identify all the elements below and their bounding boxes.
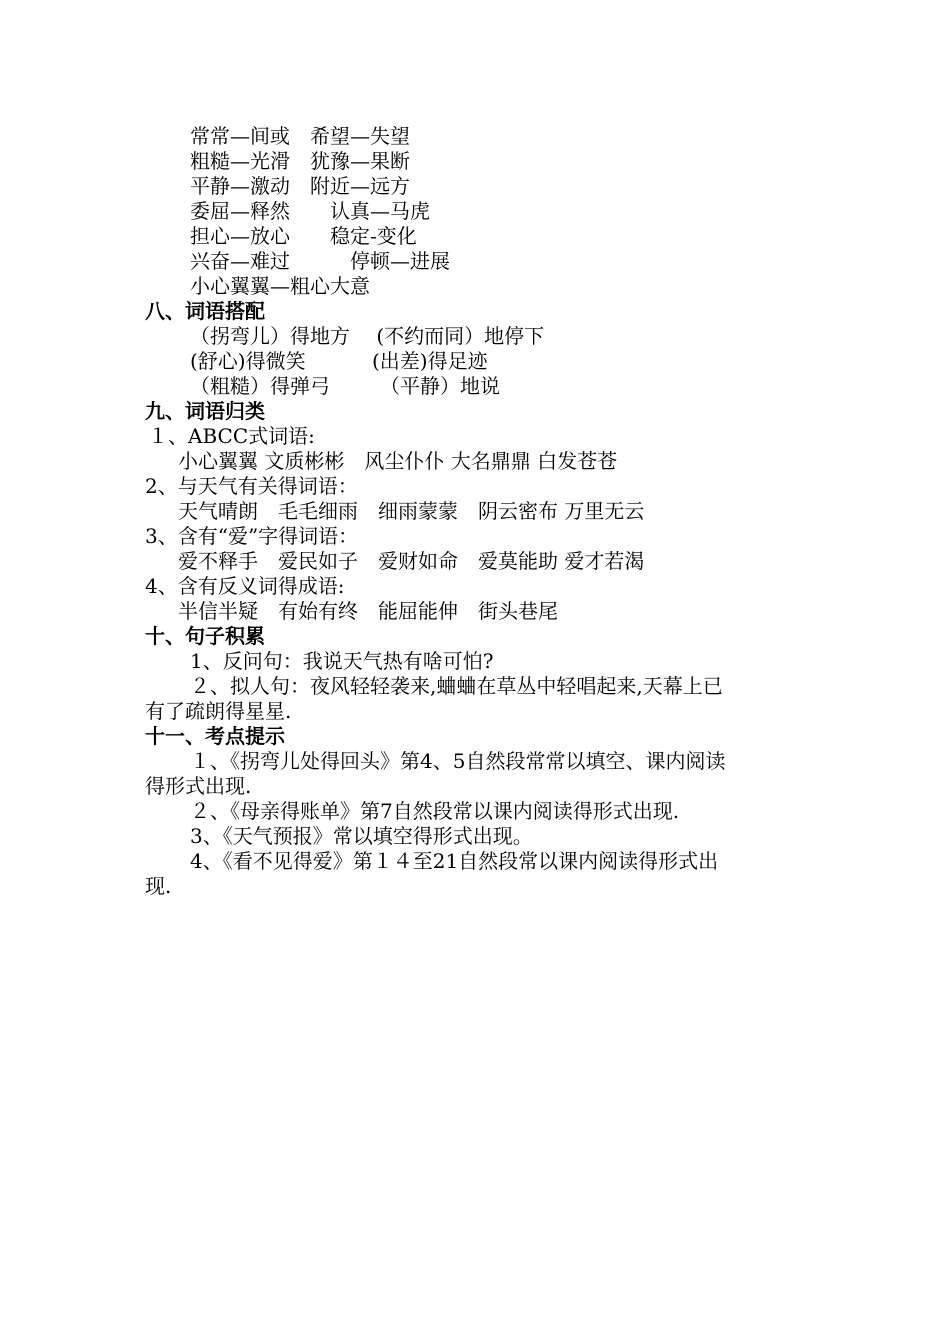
antonym-line-5: 担心—放心 稳定-变化: [190, 224, 417, 248]
tip-3: 3、《天气预报》常以填空得形式出现。: [190, 824, 533, 848]
collocation-line-2: (舒心)得微笑 (出差)得足迹: [190, 349, 488, 373]
collocation-line-1: （拐弯儿）得地方 (不约而同）地停下: [190, 324, 545, 348]
tip-4-cont: 现.: [145, 874, 172, 898]
section-9-heading: 九、词语归类: [145, 399, 265, 423]
personification-line: ２、拟人句：夜风轻轻袭来,蛐蛐在草丛中轻唱起来,天幕上已: [190, 674, 723, 698]
group-2-items: 天气晴朗 毛毛细雨 细雨蒙蒙 阴云密布 万里无云: [178, 499, 645, 523]
antonym-line-7: 小心翼翼—粗心大意: [190, 274, 370, 298]
collocation-line-3: （粗糙）得弹弓 （平静）地说: [190, 374, 500, 398]
antonym-line-3: 平静—激动 附近—远方: [190, 174, 410, 198]
group-4-items: 半信半疑 有始有终 能屈能伸 街头巷尾: [178, 599, 558, 623]
antonym-line-1: 常常—间或 希望—失望: [190, 124, 410, 148]
section-10-heading: 十、句子积累: [145, 624, 265, 648]
tip-4: 4、《看不见得爱》第１４至21自然段常以课内阅读得形式出: [190, 849, 719, 873]
tip-1: １、《拐弯儿处得回头》第4、5自然段常常以填空、课内阅读: [190, 749, 726, 773]
personification-line-cont: 有了疏朗得星星.: [145, 699, 292, 723]
group-3-title: 3、含有“爱”字得词语：: [145, 524, 359, 548]
group-3-items: 爱不释手 爱民如子 爱财如命 爱莫能助 爱才若渴: [178, 549, 645, 573]
antonym-line-2: 粗糙—光滑 犹豫—果断: [190, 149, 410, 173]
section-11-heading: 十一、考点提示: [145, 724, 285, 748]
antonym-line-6: 兴奋—难过 停顿—进展: [190, 249, 450, 273]
group-1-items: 小心翼翼 文质彬彬 风尘仆仆 大名鼎鼎 白发苍苍: [178, 449, 618, 473]
group-4-title: 4、含有反义词得成语:: [145, 574, 345, 598]
tip-2: ２、《母亲得账单》第7自然段常以课内阅读得形式出现.: [190, 799, 680, 823]
antonym-line-4: 委屈—释然 认真—马虎: [190, 199, 430, 223]
rhetorical-question-line: 1、反问句：我说天气热有啥可怕?: [190, 649, 494, 673]
group-1-title: １、ABCC式词语:: [148, 424, 315, 448]
tip-1-cont: 得形式出现.: [145, 774, 252, 798]
group-2-title: 2、与天气有关得词语：: [145, 474, 358, 498]
section-8-heading: 八、词语搭配: [145, 299, 265, 323]
